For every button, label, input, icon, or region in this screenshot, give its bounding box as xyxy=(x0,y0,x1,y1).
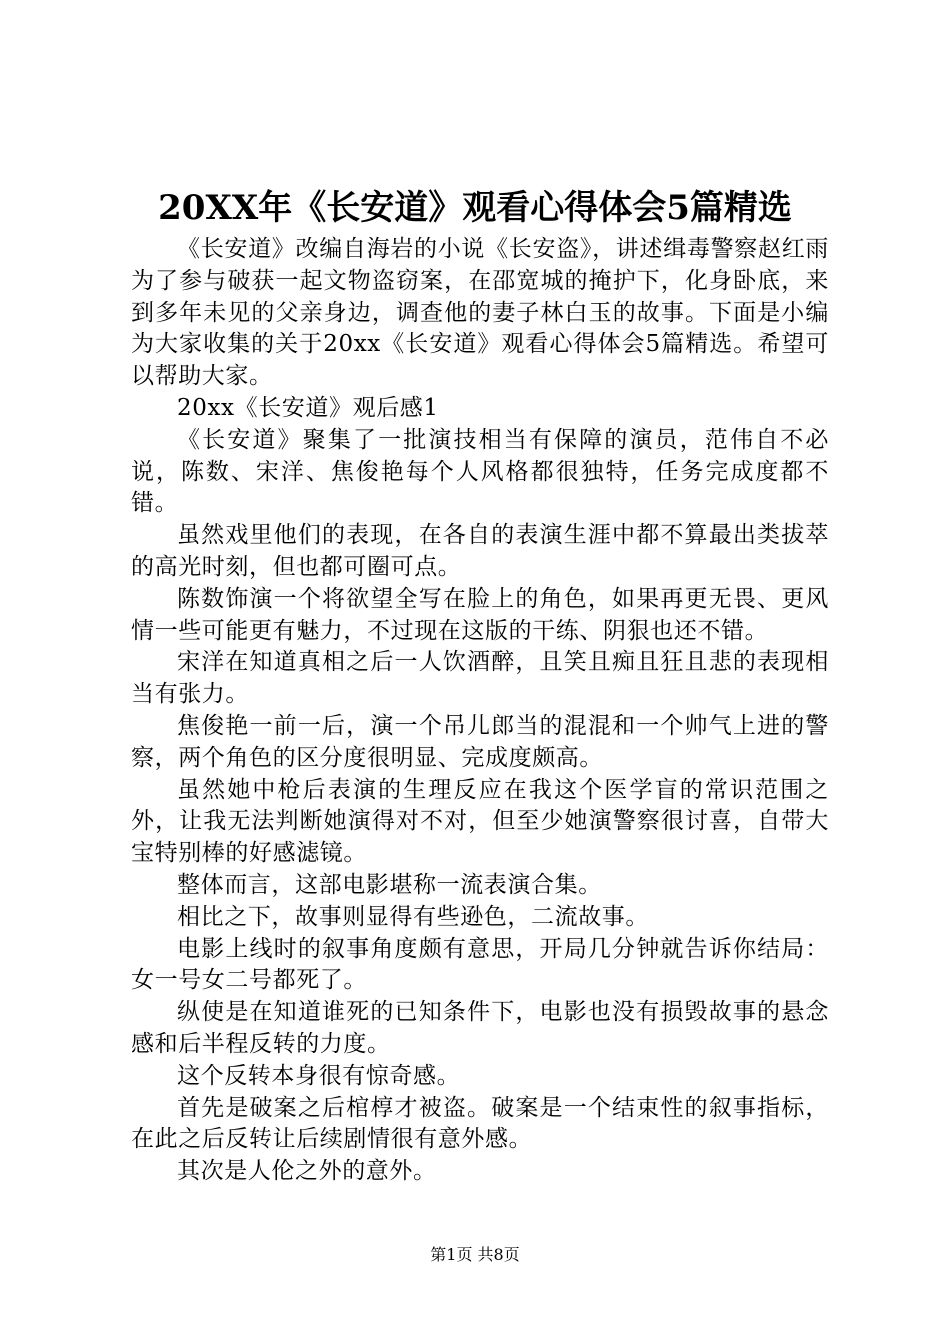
paragraph: 焦俊艳一前一后，演一个吊儿郎当的混混和一个帅气上进的警察，两个角色的区分度很明显、完成度颇高。 xyxy=(131,712,829,771)
paragraph: 《长安道》改编自海岩的小说《长安盗》，讲述缉毒警察赵红雨为了参与破获一起文物盗窃案，在邵宽城的掩护下，化身卧底，来到多年未见的父亲身边，调查他的妻子林白玉的故事。下面是小编为大家收集的关于20xx《长安道》观看心得体会5篇精选。希望可以帮助大家。 xyxy=(131,236,829,390)
paragraph: 宋洋在知道真相之后一人饮酒醉，且笑且痴且狂且悲的表现相当有张力。 xyxy=(131,649,829,708)
paragraph: 《长安道》聚集了一批演技相当有保障的演员，范伟自不必说，陈数、宋洋、焦俊艳每个人风格都很独特，任务完成度都不错。 xyxy=(131,426,829,517)
paragraph: 首先是破案之后棺椁才被盗。破案是一个结束性的叙事指标，在此之后反转让后续剧情很有意外感。 xyxy=(131,1094,829,1153)
paragraph: 电影上线时的叙事角度颇有意思，开局几分钟就告诉你结局：女一号女二号都死了。 xyxy=(131,935,829,994)
section-heading: 20xx《长安道》观后感1 xyxy=(177,394,439,421)
document-body xyxy=(131,234,829,1188)
paragraph: 其次是人伦之外的意外。 xyxy=(177,1158,437,1185)
paragraph: 相比之下，故事则显得有些逊色，二流故事。 xyxy=(177,903,649,930)
page-footer: 第1页 共8页 xyxy=(430,1245,520,1264)
paragraph: 整体而言，这部电影堪称一流表演合集。 xyxy=(177,871,602,898)
paragraph: 陈数饰演一个将欲望全写在脸上的角色，如果再更无畏、更风情一些可能更有魅力，不过现在这版的干练、阴狠也还不错。 xyxy=(131,585,829,644)
paragraph: 纵使是在知道谁死的已知条件下，电影也没有损毁故事的悬念感和后半程反转的力度。 xyxy=(131,999,829,1057)
paragraph: 虽然戏里他们的表现，在各自的表演生涯中都不算最出类拔萃的高光时刻，但也都可圈可点。 xyxy=(131,522,829,580)
document-title: 20XX年《长安道》观看心得体会5篇精选 xyxy=(158,188,792,228)
paragraph: 虽然她中枪后表演的生理反应在我这个医学盲的常识范围之外，让我无法判断她演得对不对，但至少她演警察很讨喜，自带大宝特别棒的好感滤镜。 xyxy=(131,776,829,867)
paragraph: 这个反转本身很有惊奇感。 xyxy=(177,1062,461,1089)
